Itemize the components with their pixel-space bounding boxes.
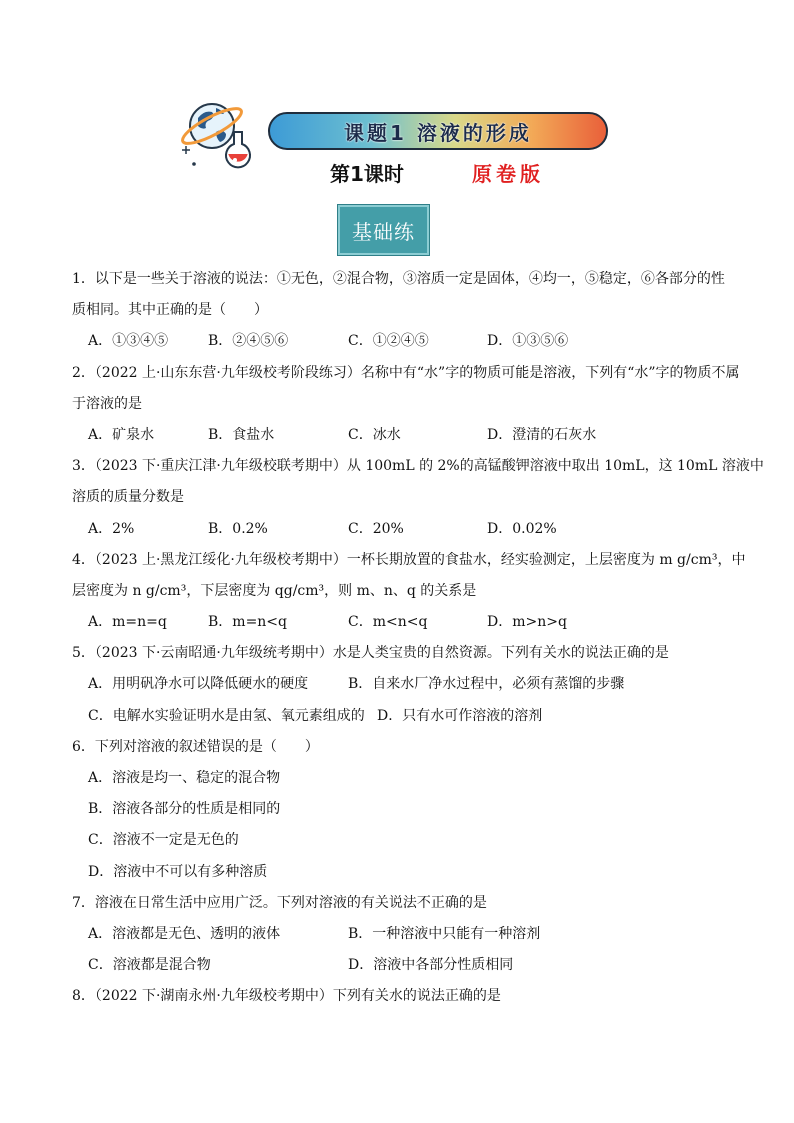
- page-title: 课题1 溶液的形成: [344, 120, 532, 145]
- question-5-options-row-2: [72, 701, 732, 732]
- question-6-option-row-d: [72, 857, 732, 888]
- question-3-stem: 3．（2023 下·重庆江津·九年级校联考期中）从 100mL 的 2%的高锰酸钾溶液中取出 10mL，这 10mL 溶液中: [72, 458, 764, 475]
- option-d: D．溶液中不可以有多种溶质: [88, 863, 268, 880]
- question-3-stem-cont: 溶质的质量分数是: [72, 489, 184, 506]
- question-5-stem: 5．（2023 下·云南昭通·九年级统考期中）水是人类宝贵的自然资源。下列有关水的说法正确的是: [72, 645, 669, 662]
- section-label: 基础练: [352, 219, 415, 244]
- question-7-stem: 7．溶液在日常生活中应用广泛。下列对溶液的有关说法不正确的是: [72, 894, 487, 911]
- option-c: C．20%: [348, 520, 404, 537]
- question-8-stem: 8．（2022 下·湖南永州·九年级校考期中）下列有关水的说法正确的是: [72, 988, 501, 1005]
- option-b: B．溶液各部分的性质是相同的: [88, 801, 281, 818]
- option-b: B．一种溶液中只能有一种溶剂: [348, 925, 541, 942]
- option-b: B．自来水厂净水过程中，必须有蒸馏的步骤: [348, 676, 625, 693]
- planet-flask-icon: [180, 92, 260, 172]
- question-6-option-row-c: [72, 825, 732, 856]
- option-c: C．电解水实验证明水是由氢、氧元素组成的: [88, 707, 365, 724]
- option-a: A．矿泉水: [88, 426, 155, 443]
- question-5-options-row-1: [72, 669, 732, 700]
- option-c: C．①②④⑤: [348, 333, 429, 350]
- lesson-label: 第1课时: [330, 162, 404, 186]
- option-c: C．溶液都是混合物: [88, 957, 211, 974]
- title-banner: [268, 112, 608, 150]
- option-b: B．食盐水: [208, 426, 275, 443]
- question-4-options: [72, 607, 732, 638]
- option-b: B．0.2%: [208, 520, 268, 537]
- option-c: C．溶液不一定是无色的: [88, 832, 239, 849]
- option-a: A．溶液是均一、稳定的混合物: [88, 770, 281, 786]
- question-7-options-row-1: [72, 919, 732, 950]
- question-6-option-row-a: [72, 763, 732, 794]
- option-d: D．m>n>q: [487, 614, 567, 631]
- option-d: D．只有水可作溶液的溶剂: [377, 707, 543, 724]
- option-b: B．m=n<q: [208, 614, 288, 631]
- question-6-stem: 6．下列对溶液的叙述错误的是（ ）: [72, 738, 319, 755]
- question-1-stem: 1．以下是一些关于溶液的说法：①无色，②混合物，③溶质一定是固体，④均一，⑤稳定，⑥各部分的性: [72, 271, 725, 287]
- question-3-options: [72, 514, 732, 545]
- version-label: 原卷版: [472, 162, 544, 186]
- question-2-stem-cont: 于溶液的是: [72, 395, 142, 412]
- question-7-options-row-2: [72, 950, 732, 981]
- option-a: A．2%: [88, 520, 135, 537]
- option-a: A．溶液都是无色、透明的液体: [88, 925, 281, 942]
- option-d: D．溶液中各部分性质相同: [348, 957, 514, 974]
- question-1-options: [72, 326, 732, 357]
- option-d: D．澄清的石灰水: [487, 426, 597, 443]
- option-b: B．②④⑤⑥: [208, 333, 289, 350]
- option-d: D．0.02%: [487, 520, 557, 537]
- question-4-stem-cont: 层密度为 n g/cm³，下层密度为 qg/cm³，则 m、n、q 的关系是: [72, 582, 477, 599]
- question-2-stem: 2．（2022 上·山东东营·九年级校考阶段练习）名称中有“水”字的物质可能是溶液，下列有“水”字的物质不属: [72, 364, 740, 381]
- question-4-stem: 4．（2023 上·黑龙江绥化·九年级校考期中）一杯长期放置的食盐水，经实验测定，上层密度为 m g/cm³，中: [72, 551, 746, 568]
- option-d: D．①③⑤⑥: [487, 333, 569, 350]
- option-a: A．①③④⑤: [88, 333, 169, 350]
- option-a: A．用明矾净水可以降低硬水的硬度: [88, 676, 309, 693]
- section-box: [337, 204, 430, 256]
- question-2-options: [72, 420, 732, 451]
- question-list: [72, 264, 764, 1013]
- option-a: A．m=n=q: [88, 614, 167, 631]
- option-c: C．冰水: [348, 426, 401, 443]
- option-c: C．m<n<q: [348, 614, 428, 631]
- question-1-stem-cont: 质相同。其中正确的是（ ）: [72, 302, 268, 319]
- question-6-option-row-b: [72, 794, 732, 825]
